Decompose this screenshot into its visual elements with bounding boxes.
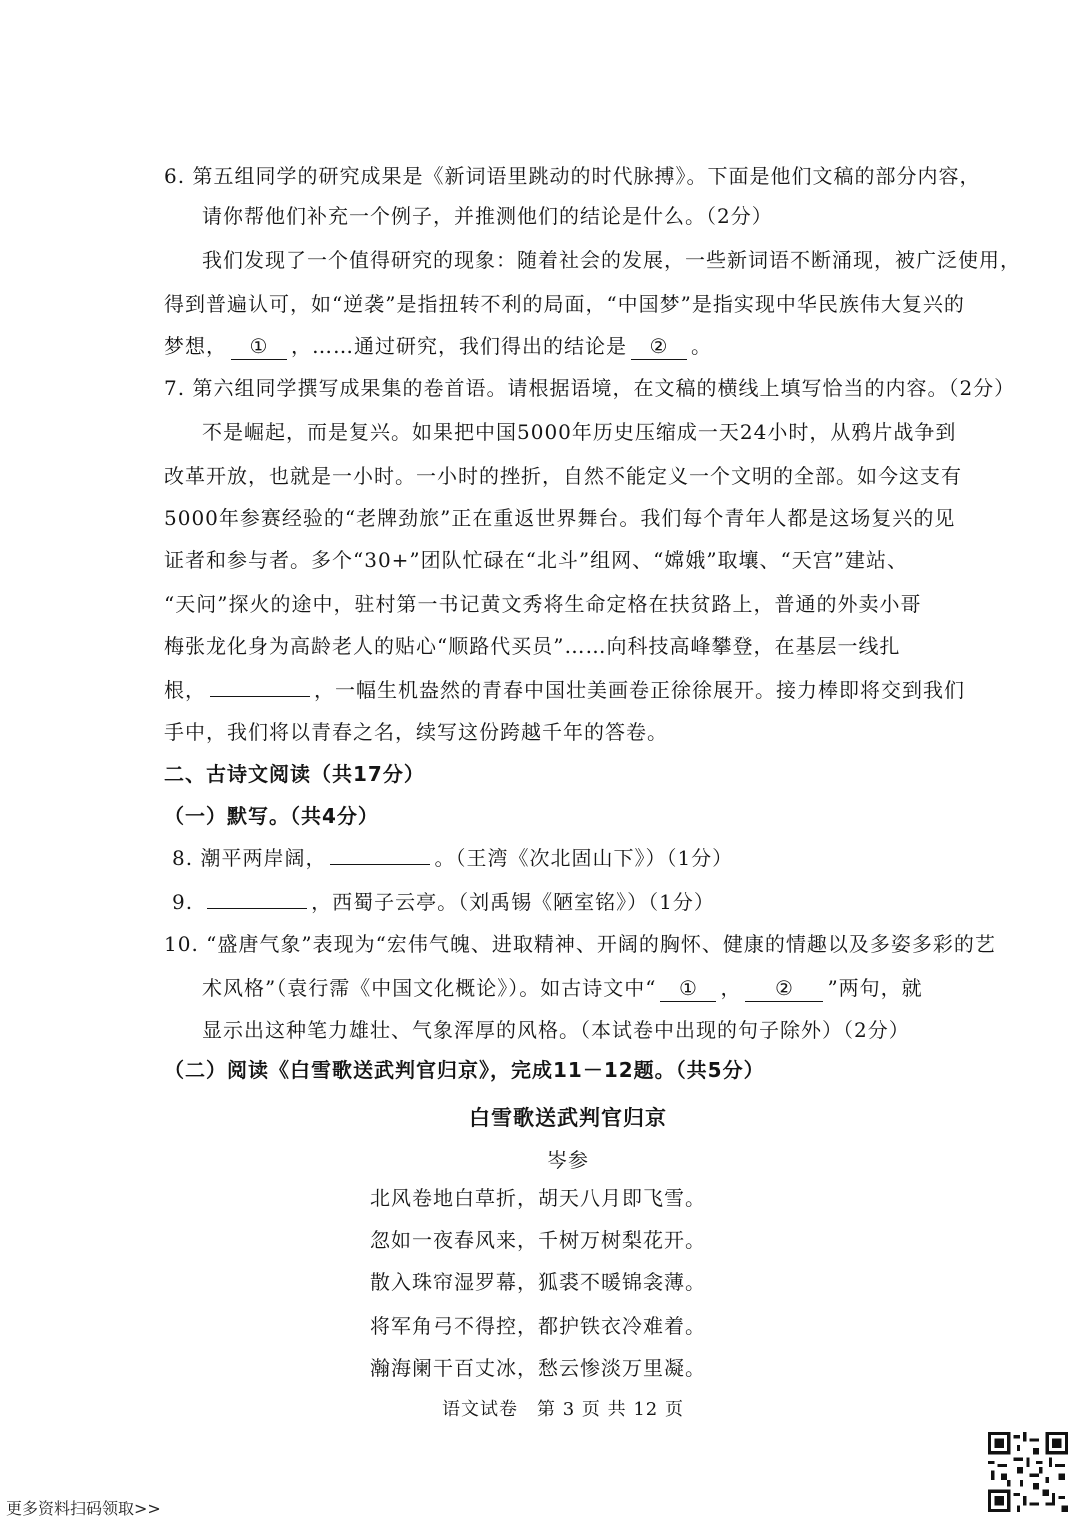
q10-text-a: 术风格”（袁行霈《中国文化概论》）。如古诗文中“: [202, 976, 657, 1000]
poem-line-4: 将军角弓不得控，都护铁衣冷难着。: [370, 1314, 706, 1338]
q7-passage-line5: “天问”探火的途中，驻村第一书记黄文秀将生命定格在扶贫路上，普通的外卖小哥: [164, 592, 922, 616]
poem-title: 白雪歌送武判官归京: [469, 1106, 667, 1130]
section2-sub2: （二）阅读《白雪歌送武判官归京》，完成11－12题。（共5分）: [164, 1058, 765, 1082]
q10-text-c: ”两句，就: [827, 976, 923, 1000]
q7-passage-line4: 证者和参与者。多个“30+”团队忙碌在“北斗”组网、“嫦娥”取壤、“天宫”建站、: [164, 548, 909, 572]
q6-prompt-line1: 6. 第五组同学的研究成果是《新词语里跳动的时代脉搏》。下面是他们文稿的部分内容，: [164, 164, 981, 188]
q7-passage-line8: 手中，我们将以青春之名，续写这份跨越千年的答卷。: [164, 720, 668, 744]
section2-sub1: （一）默写。（共4分）: [164, 804, 379, 828]
q7-passage-line3: 5000年参赛经验的“老牌劲旅”正在重返世界舞台。我们每个青年人都是这场复兴的见: [164, 506, 956, 530]
q10-line2: [202, 972, 923, 1004]
q8-blank[interactable]: [330, 864, 430, 865]
q7-passage-line1: 不是崛起，而是复兴。如果把中国5000年历史压缩成一天24小时，从鸦片战争到: [202, 420, 957, 444]
qr-code-icon[interactable]: [988, 1432, 1068, 1512]
q6-passage-line3: [164, 330, 712, 362]
q7-blank[interactable]: [210, 696, 310, 697]
q8-text-b: 。（王湾《次北固山下》）（1分）: [434, 846, 734, 870]
poem-line-1: 北风卷地白草折，胡天八月即飞雪。: [370, 1186, 706, 1210]
q6-passage-line2: 得到普遍认可，如“逆袭”是指扭转不利的局面，“中国梦”是指实现中华民族伟大复兴的: [164, 292, 965, 316]
q6-blank-2[interactable]: ②: [631, 333, 687, 360]
q9-number: 9.: [172, 890, 194, 914]
q10-blank-2[interactable]: ②: [745, 975, 823, 1002]
poem-line-3: 散入珠帘湿罗幕，狐裘不暖锦衾薄。: [370, 1270, 706, 1294]
q7-text-a: 根，: [164, 678, 206, 702]
q6-text-c: 。: [691, 334, 712, 358]
q6-text-a: 梦想，: [164, 334, 227, 358]
q7-passage-line6: 梅张龙化身为高龄老人的贴心“顺路代买员”……向科技高峰攀登，在基层一线扎: [164, 634, 901, 658]
page-footer: 语文试卷 第 3 页 共 12 页: [442, 1399, 684, 1420]
q8-text-a: 8. 潮平两岸阔，: [172, 846, 327, 870]
q7-prompt: 7. 第六组同学撰写成果集的卷首语。请根据语境，在文稿的横线上填写恰当的内容。（2分）: [164, 376, 1016, 400]
q9-blank[interactable]: [207, 908, 307, 909]
poem-author: 岑参: [547, 1148, 589, 1172]
q8-line: [172, 842, 733, 874]
q7-passage-line2: 改革开放，也就是一小时。一小时的挫折，自然不能定义一个文明的全部。如今这支有: [164, 464, 962, 488]
poem-line-5: 瀚海阑干百丈冰，愁云惨淡万里凝。: [370, 1356, 706, 1380]
q10-line1: 10. “盛唐气象”表现为“宏伟气魄、进取精神、开阔的胸怀、健康的情趣以及多姿多彩的艺: [164, 932, 996, 956]
q10-blank-1[interactable]: ①: [660, 975, 716, 1002]
q6-blank-1[interactable]: ①: [231, 333, 287, 360]
q9-line: [172, 886, 715, 918]
q10-text-b: ，: [720, 976, 742, 1000]
poem-line-2: 忽如一夜春风来，千树万树梨花开。: [370, 1228, 706, 1252]
q6-prompt-line2: 请你帮他们补充一个例子，并推测他们的结论是什么。（2分）: [202, 204, 773, 228]
q6-passage-line1: 我们发现了一个值得研究的现象：随着社会的发展，一些新词语不断涌现，被广泛使用，: [202, 248, 1021, 272]
section2-title: 二、古诗文阅读（共17分）: [164, 762, 425, 786]
q9-text-b: ，西蜀子云亭。（刘禹锡《陋室铭》）（1分）: [311, 890, 715, 914]
promo-text[interactable]: 更多资料扫码领取>>: [6, 1499, 161, 1518]
q10-line3: 显示出这种笔力雄壮、气象浑厚的风格。（本试卷中出现的句子除外）（2分）: [202, 1018, 910, 1042]
q6-text-b: ，……通过研究，我们得出的结论是: [291, 334, 627, 358]
q7-passage-line7: [164, 674, 965, 706]
q7-text-b: ，一幅生机盎然的青春中国壮美画卷正徐徐展开。接力棒即将交到我们: [314, 678, 965, 702]
